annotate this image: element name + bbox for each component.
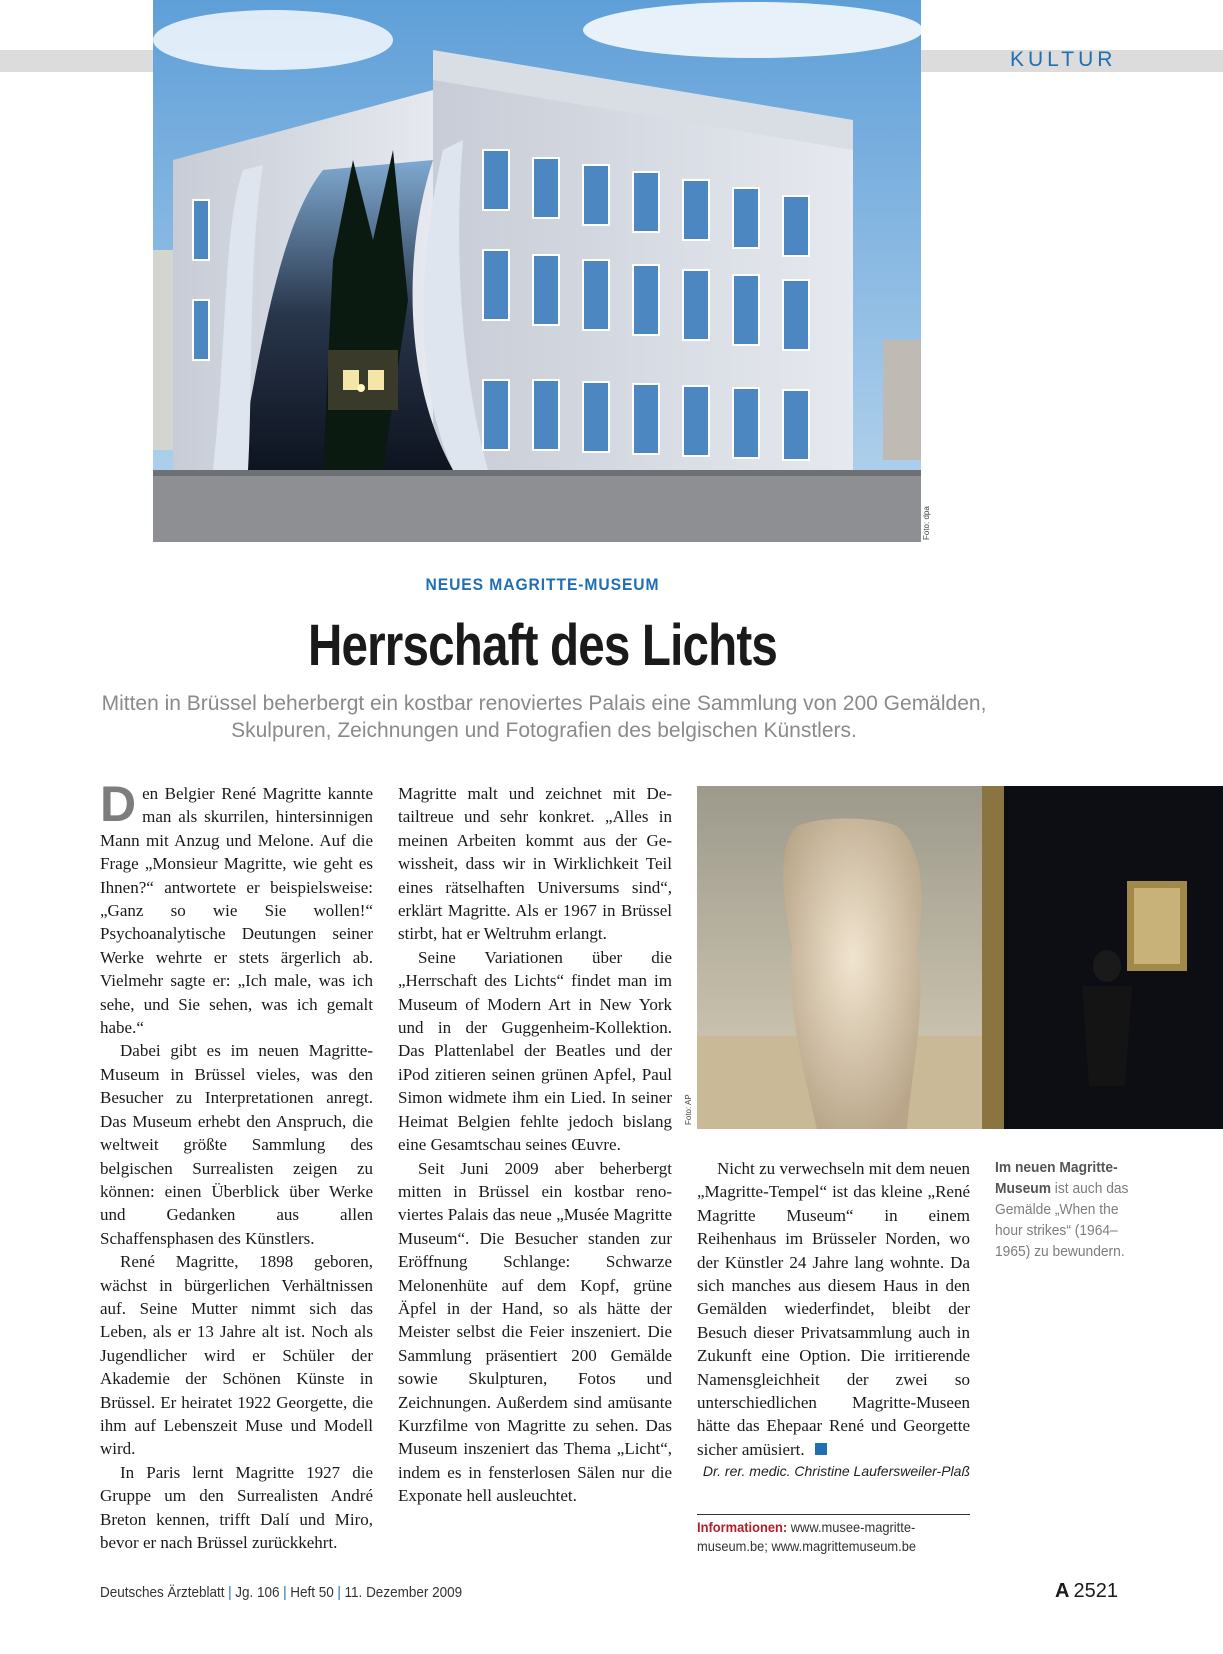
- paragraph: In Paris lernt Magritte 1927 die Gruppe um den Surrealisten André Breton kennen, trifft Dalí und Miro, bevor er nach Brüssel zurückkehrt.: [100, 1462, 373, 1552]
- paragraph: Seit Juni 2009 aber beherbergt mitten in Brüssel ein kostbar renoviertes Palais das neue „Musée Magritte Museum“. Die Besucher standen zur Eröffnung Schlange: Schwarze Melonenhüte auf dem Kopf, grüne Äpfel in der Hand, so als hätte der Meister selbst die Feier inszeniert. Die Sammlung präsentiert 200 Gemälde sowie Skulpturen, Fotos und Zeichnungen. Außerdem sind amüsante Kurzfilme von Magritte zu sehen. Das Museum inszeniert das Thema „Licht“, indem es in fensterlosen Sälen nur die Exponate hell ausleuchtet.: [398, 1158, 672, 1506]
- drop-cap: D: [100, 776, 137, 832]
- top-bar-left: [0, 50, 153, 72]
- hero-photo-illustration: [153, 0, 921, 542]
- museum-interior-photo: [697, 786, 1223, 1129]
- second-photo-credit: Foto: AP: [684, 1094, 693, 1125]
- page-prefix: A: [1055, 1580, 1070, 1602]
- paragraph: Seine Variationen über die „Herrschaft des Lichts“ findet man im Museum of Modern Art in New York und in der Guggenheim-Kollektion. Das Plattenlabel der Beatles und der iPod zitieren seinen grünen Apfel, Paul Simon widmete ihm ein Lied. In seiner Heimat Belgien fehlte jedoch bislang eine Gesamtschau seines Œuvre.: [398, 947, 672, 1155]
- journal-issue: Heft 50: [290, 1584, 334, 1601]
- caption-text: ist auch das Gemälde „When the hour strikes“ (1964–1965) zu bewundern.: [995, 1180, 1129, 1260]
- journal-volume: Jg. 106: [235, 1584, 280, 1601]
- journal-name: Deutsches Ärzteblatt: [100, 1584, 225, 1601]
- article-column-2: [398, 782, 672, 1508]
- paragraph: [100, 776, 373, 1039]
- page-number-value: 2521: [1073, 1580, 1118, 1602]
- section-label: KULTUR: [1010, 48, 1117, 71]
- info-links[interactable]: www.musee-magritte-museum.be; www.magrittemuseum.be: [697, 1519, 917, 1554]
- museum-interior-illustration: [697, 786, 1223, 1129]
- end-mark-icon: [815, 1443, 827, 1455]
- page-number: [1055, 1580, 1118, 1603]
- hero-photo-credit: Foto: dpa: [922, 506, 931, 540]
- paragraph: Dabei gibt es im neuen Magritte-Museum in Brüssel vieles, was den Besucher zu Interpretationen anregt. Das Museum erhebt den Anspruch, die weltweit größte Sammlung des belgischen Surrealisten zeigen zu können: einen Überblick über Werke und Gedanken aus allen Schaffensphasen des Künstlers.: [100, 1041, 373, 1248]
- article-column-3: [697, 1157, 970, 1461]
- hero-photo: [153, 0, 921, 542]
- paragraph: [697, 1157, 970, 1461]
- info-divider: [697, 1514, 970, 1515]
- paragraph: René Magritte, 1898 geboren, wächst in bürgerlichen Verhältnissen auf. Seine Mutter nimmt sich das Leben, als er 13 Jahre alt ist. Noch als Jugendlicher wird er Schüler der Akademie der Schönen Künste in Brüssel. Er heiratet 1922 Georgette, die ihm auf Lebenszeit Muse und Modell wird.: [100, 1252, 373, 1459]
- info-box: [697, 1518, 964, 1556]
- article-headline: Herrschaft des Lichts: [307, 613, 778, 678]
- paragraph-text: en Belgier René Magritte kannte man als skurrilen, hintersinnigen Mann mit Anzug und Melone. Auf die Frage „Monsieur Magritte, wie geht es Ihnen?“ antwortete er beispielsweise: „Ganz so wie Sie wollen!“ Psychoanalytische Deutungen seiner Werke wehrte er stets ärgerlich ab. Vielmehr sagte er: „Ich male, was ich sehe, und Sie sehen, was ich gemalt habe.“: [100, 784, 373, 1038]
- info-label: Informationen:: [697, 1519, 788, 1535]
- article-lead: Mitten in Brüssel beherbergt ein kostbar renoviertes Palais eine Sammlung von 200 Gemälden, Skulpuren, Zeichnungen und Fotografien des belgischen Künstlers.: [101, 692, 987, 742]
- article-kicker: NEUES MAGRITTE-MUSEUM: [425, 575, 660, 594]
- photo-caption: [995, 1157, 1133, 1262]
- author-line: Dr. rer. medic. Christine Laufersweiler-Plaß: [702, 1463, 970, 1479]
- paragraph-text: Nicht zu verwechseln mit dem neuen „Magritte-Tempel“ ist das kleine „René Magritte Museum“ in einem Reihenhaus im Brüsseler Norden, wo der Künstler 24 Jahre lang wohnte. Da sich manches aus diesem Haus in den Gemälden wiederfindet, bleibt der Besuch dieser Privatsammlung auch in Zukunft eine Option. Die irritierende Namensgleichheit der zwei so unterschiedlichen Magritte-Museen hätte das Ehepaar René und Georgette sicher amüsiert.: [697, 1159, 970, 1459]
- page-footer: Deutsches Ärzteblatt | Jg. 106 | Heft 50 | 11. Dezember 2009: [100, 1584, 463, 1601]
- caption-bold: Im neuen Magritte-Museum: [995, 1159, 1118, 1197]
- journal-date: 11. Dezember 2009: [344, 1584, 463, 1601]
- paragraph: Magritte malt und zeichnet mit Detailtreue und sehr konkret. „Alles in meinen Arbeiten kommt aus der Gewissheit, dass wir in Wirklichkeit Teil eines rätselhaften Universums sind“, erklärt Magritte. Als er 1967 in Brüssel stirbt, hat er Weltruhm erlangt.: [398, 784, 672, 944]
- article-column-1: [100, 776, 373, 1554]
